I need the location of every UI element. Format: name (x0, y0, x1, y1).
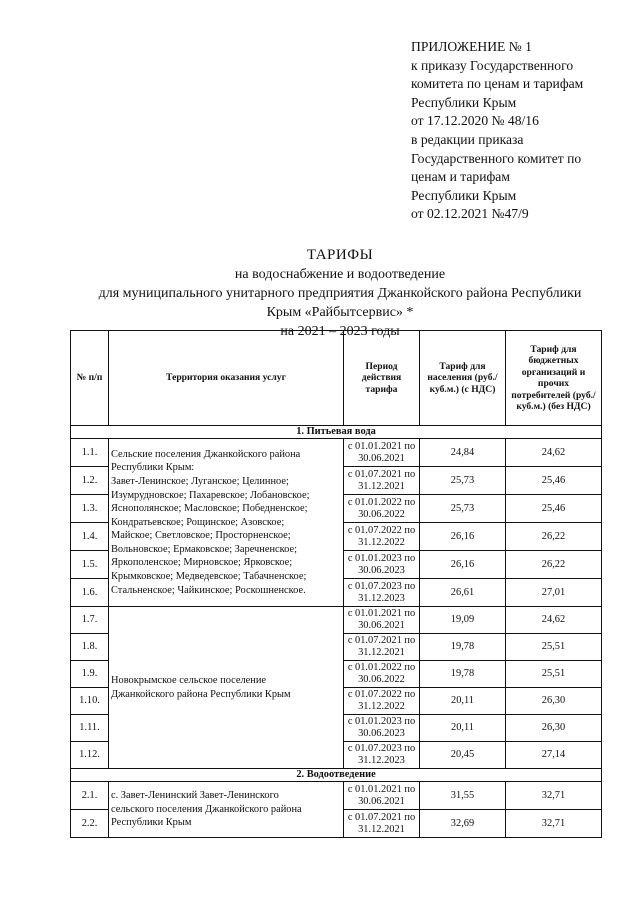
population-tariff: 20,45 (420, 742, 506, 769)
territory-line: Изумрудновское; Пахаревское; Лобановское; (111, 489, 310, 501)
col-header-num: № п/п (71, 331, 109, 426)
population-tariff: 26,16 (420, 551, 506, 579)
period-cell (344, 551, 420, 579)
territory-line: Завет-Ленинское; Луганское; Целинное; (111, 475, 289, 487)
budget-tariff: 32,71 (506, 810, 602, 838)
period-from: с 01.07.2022 по (347, 524, 416, 536)
budget-tariff: 32,71 (506, 782, 602, 810)
budget-tariff: 25,51 (506, 634, 602, 661)
section-row (71, 426, 602, 439)
territory-line: Вольновское; Ермаковское; Заречненское; (111, 543, 297, 555)
period-cell (344, 715, 420, 742)
header-line: от 17.12.2020 № 48/16 (411, 113, 539, 129)
population-tariff: 20,11 (420, 688, 506, 715)
col-header-territory: Территория оказания услуг (109, 331, 344, 426)
row-number: 1.11. (71, 715, 109, 742)
row-number: 1.9. (71, 661, 109, 688)
period-cell (344, 634, 420, 661)
budget-tariff: 26,22 (506, 551, 602, 579)
title-line: на водоснабжение и водоотведение (234, 267, 446, 282)
period-to: 30.06.2022 (358, 674, 405, 685)
budget-tariff: 25,51 (506, 661, 602, 688)
budget-tariff: 24,62 (506, 439, 602, 467)
period-cell (344, 661, 420, 688)
population-tariff: 19,78 (420, 634, 506, 661)
budget-tariff: 26,30 (506, 715, 602, 742)
header-line: к приказу Государственного (411, 57, 574, 73)
row-number: 1.5. (71, 551, 109, 579)
period-from: с 01.07.2022 по (347, 689, 416, 700)
row-number: 1.2. (71, 467, 109, 495)
period-from: с 01.01.2021 по (347, 440, 416, 452)
period-to: 31.12.2022 (358, 536, 405, 548)
period-to: 31.12.2021 (358, 647, 405, 658)
territory-line: Джанкойского района Республики Крым (111, 688, 291, 700)
header-line: Государственного комитет по (411, 150, 582, 166)
row-number: 1.10. (71, 688, 109, 715)
appendix-header (411, 38, 621, 224)
period-from: с 01.01.2023 по (347, 716, 416, 727)
row-number: 1.6. (71, 579, 109, 607)
territory-line: Крымковское; Медведевское; Табачненское; (111, 571, 307, 583)
territory-line: Майское; Светловское; Просторненское; (111, 530, 291, 542)
territory-cell (109, 607, 344, 769)
col-header-population: Тариф для населения (руб./куб.м.) (с НДС) (420, 331, 506, 426)
budget-tariff: 24,62 (506, 607, 602, 634)
period-cell (344, 607, 420, 634)
period-from: с 01.01.2021 по (347, 608, 416, 619)
document-title (60, 246, 620, 341)
population-tariff: 20,11 (420, 715, 506, 742)
period-from: с 01.07.2023 по (347, 743, 416, 754)
title-line: Крым «Райбытсервис» * (266, 305, 414, 320)
table-header-row (71, 331, 602, 426)
period-from: с 01.01.2022 по (347, 496, 416, 508)
territory-line: сельского поселения Джанкойского района (111, 803, 302, 815)
period-cell (344, 439, 420, 467)
period-to: 31.12.2021 (358, 480, 405, 492)
population-tariff: 26,61 (420, 579, 506, 607)
period-cell (344, 467, 420, 495)
budget-tariff: 25,46 (506, 467, 602, 495)
col-header-budget: Тариф для бюджетных организаций и прочих потребителей (руб./куб.м.) (без НДС) (506, 331, 602, 426)
period-to: 31.12.2023 (358, 592, 405, 604)
period-to: 30.06.2023 (358, 728, 405, 739)
period-from: с 01.07.2023 по (347, 580, 416, 592)
population-tariff: 32,69 (420, 810, 506, 838)
period-to: 30.06.2022 (358, 508, 405, 520)
table-row (71, 439, 602, 467)
tariffs-table (70, 330, 602, 838)
period-cell (344, 688, 420, 715)
population-tariff: 19,09 (420, 607, 506, 634)
territory-line: Сельские поселения Джанкойского района (111, 448, 301, 460)
row-number: 1.3. (71, 495, 109, 523)
header-line: комитета по ценам и тарифам (411, 76, 584, 92)
period-cell (344, 579, 420, 607)
header-line: Республики Крым (411, 187, 517, 203)
title-line: для муниципального унитарного предприятия Джанкойского района Республики (98, 286, 582, 301)
period-to: 31.12.2022 (358, 701, 405, 712)
period-to: 30.06.2021 (358, 452, 405, 464)
population-tariff: 26,16 (420, 523, 506, 551)
header-line: ПРИЛОЖЕНИЕ № 1 (411, 39, 532, 54)
header-line: Республики Крым (411, 94, 517, 110)
section-wastewater: 2. Водоотведение (71, 769, 602, 782)
territory-line: Яркополенское; Мирновское; Ярковское; (111, 557, 293, 569)
row-number: 1.7. (71, 607, 109, 634)
row-number: 2.2. (71, 810, 109, 838)
period-from: с 01.01.2022 по (347, 662, 416, 673)
period-cell (344, 810, 420, 838)
budget-tariff: 27,14 (506, 742, 602, 769)
row-number: 1.4. (71, 523, 109, 551)
budget-tariff: 25,46 (506, 495, 602, 523)
header-line: в редакции приказа (411, 131, 524, 147)
territory-line: Республики Крым (111, 817, 192, 829)
territory-line: Республики Крым: (111, 462, 195, 474)
col-header-period: Период действия тарифа (344, 331, 420, 426)
territory-line: Яснополянское; Масловское; Победненское; (111, 503, 308, 515)
row-number: 1.12. (71, 742, 109, 769)
period-to: 30.06.2023 (358, 564, 405, 576)
territory-line: с. Завет-Ленинский Завет-Ленинского (111, 790, 279, 802)
period-from: с 01.07.2021 по (347, 468, 416, 480)
title-main: ТАРИФЫ (306, 247, 374, 263)
table-row (71, 607, 602, 634)
budget-tariff: 26,30 (506, 688, 602, 715)
territory-line: Стальненское; Чайкинское; Роскошненское. (111, 584, 306, 596)
period-from: с 01.01.2023 по (347, 552, 416, 564)
period-from: с 01.07.2021 по (347, 811, 416, 823)
budget-tariff: 26,22 (506, 523, 602, 551)
row-number: 1.8. (71, 634, 109, 661)
row-number: 1.1. (71, 439, 109, 467)
table-row (71, 782, 602, 810)
period-to: 30.06.2021 (358, 620, 405, 631)
territory-line: Новокрымское сельское поселение (111, 674, 267, 686)
period-cell (344, 523, 420, 551)
period-from: с 01.07.2021 по (347, 635, 416, 646)
territory-cell (109, 782, 344, 838)
header-line: от 02.12.2021 №47/9 (411, 206, 529, 222)
budget-tariff: 27,01 (506, 579, 602, 607)
period-from: с 01.01.2021 по (347, 783, 416, 795)
period-cell (344, 782, 420, 810)
period-to: 30.06.2021 (358, 795, 405, 807)
population-tariff: 31,55 (420, 782, 506, 810)
period-cell (344, 742, 420, 769)
population-tariff: 25,73 (420, 495, 506, 523)
title-line: на 2021 – 2023 годы (280, 324, 400, 339)
population-tariff: 19,78 (420, 661, 506, 688)
section-row (71, 769, 602, 782)
header-line: ценам и тарифам (411, 169, 510, 185)
population-tariff: 25,73 (420, 467, 506, 495)
period-cell (344, 495, 420, 523)
territory-cell (109, 439, 344, 607)
period-to: 31.12.2023 (358, 755, 405, 766)
period-to: 31.12.2021 (358, 823, 405, 835)
population-tariff: 24,84 (420, 439, 506, 467)
section-drinking-water: 1. Питьевая вода (71, 426, 602, 439)
row-number: 2.1. (71, 782, 109, 810)
territory-line: Кондратьевское; Рощинское; Азовское; (111, 516, 285, 528)
